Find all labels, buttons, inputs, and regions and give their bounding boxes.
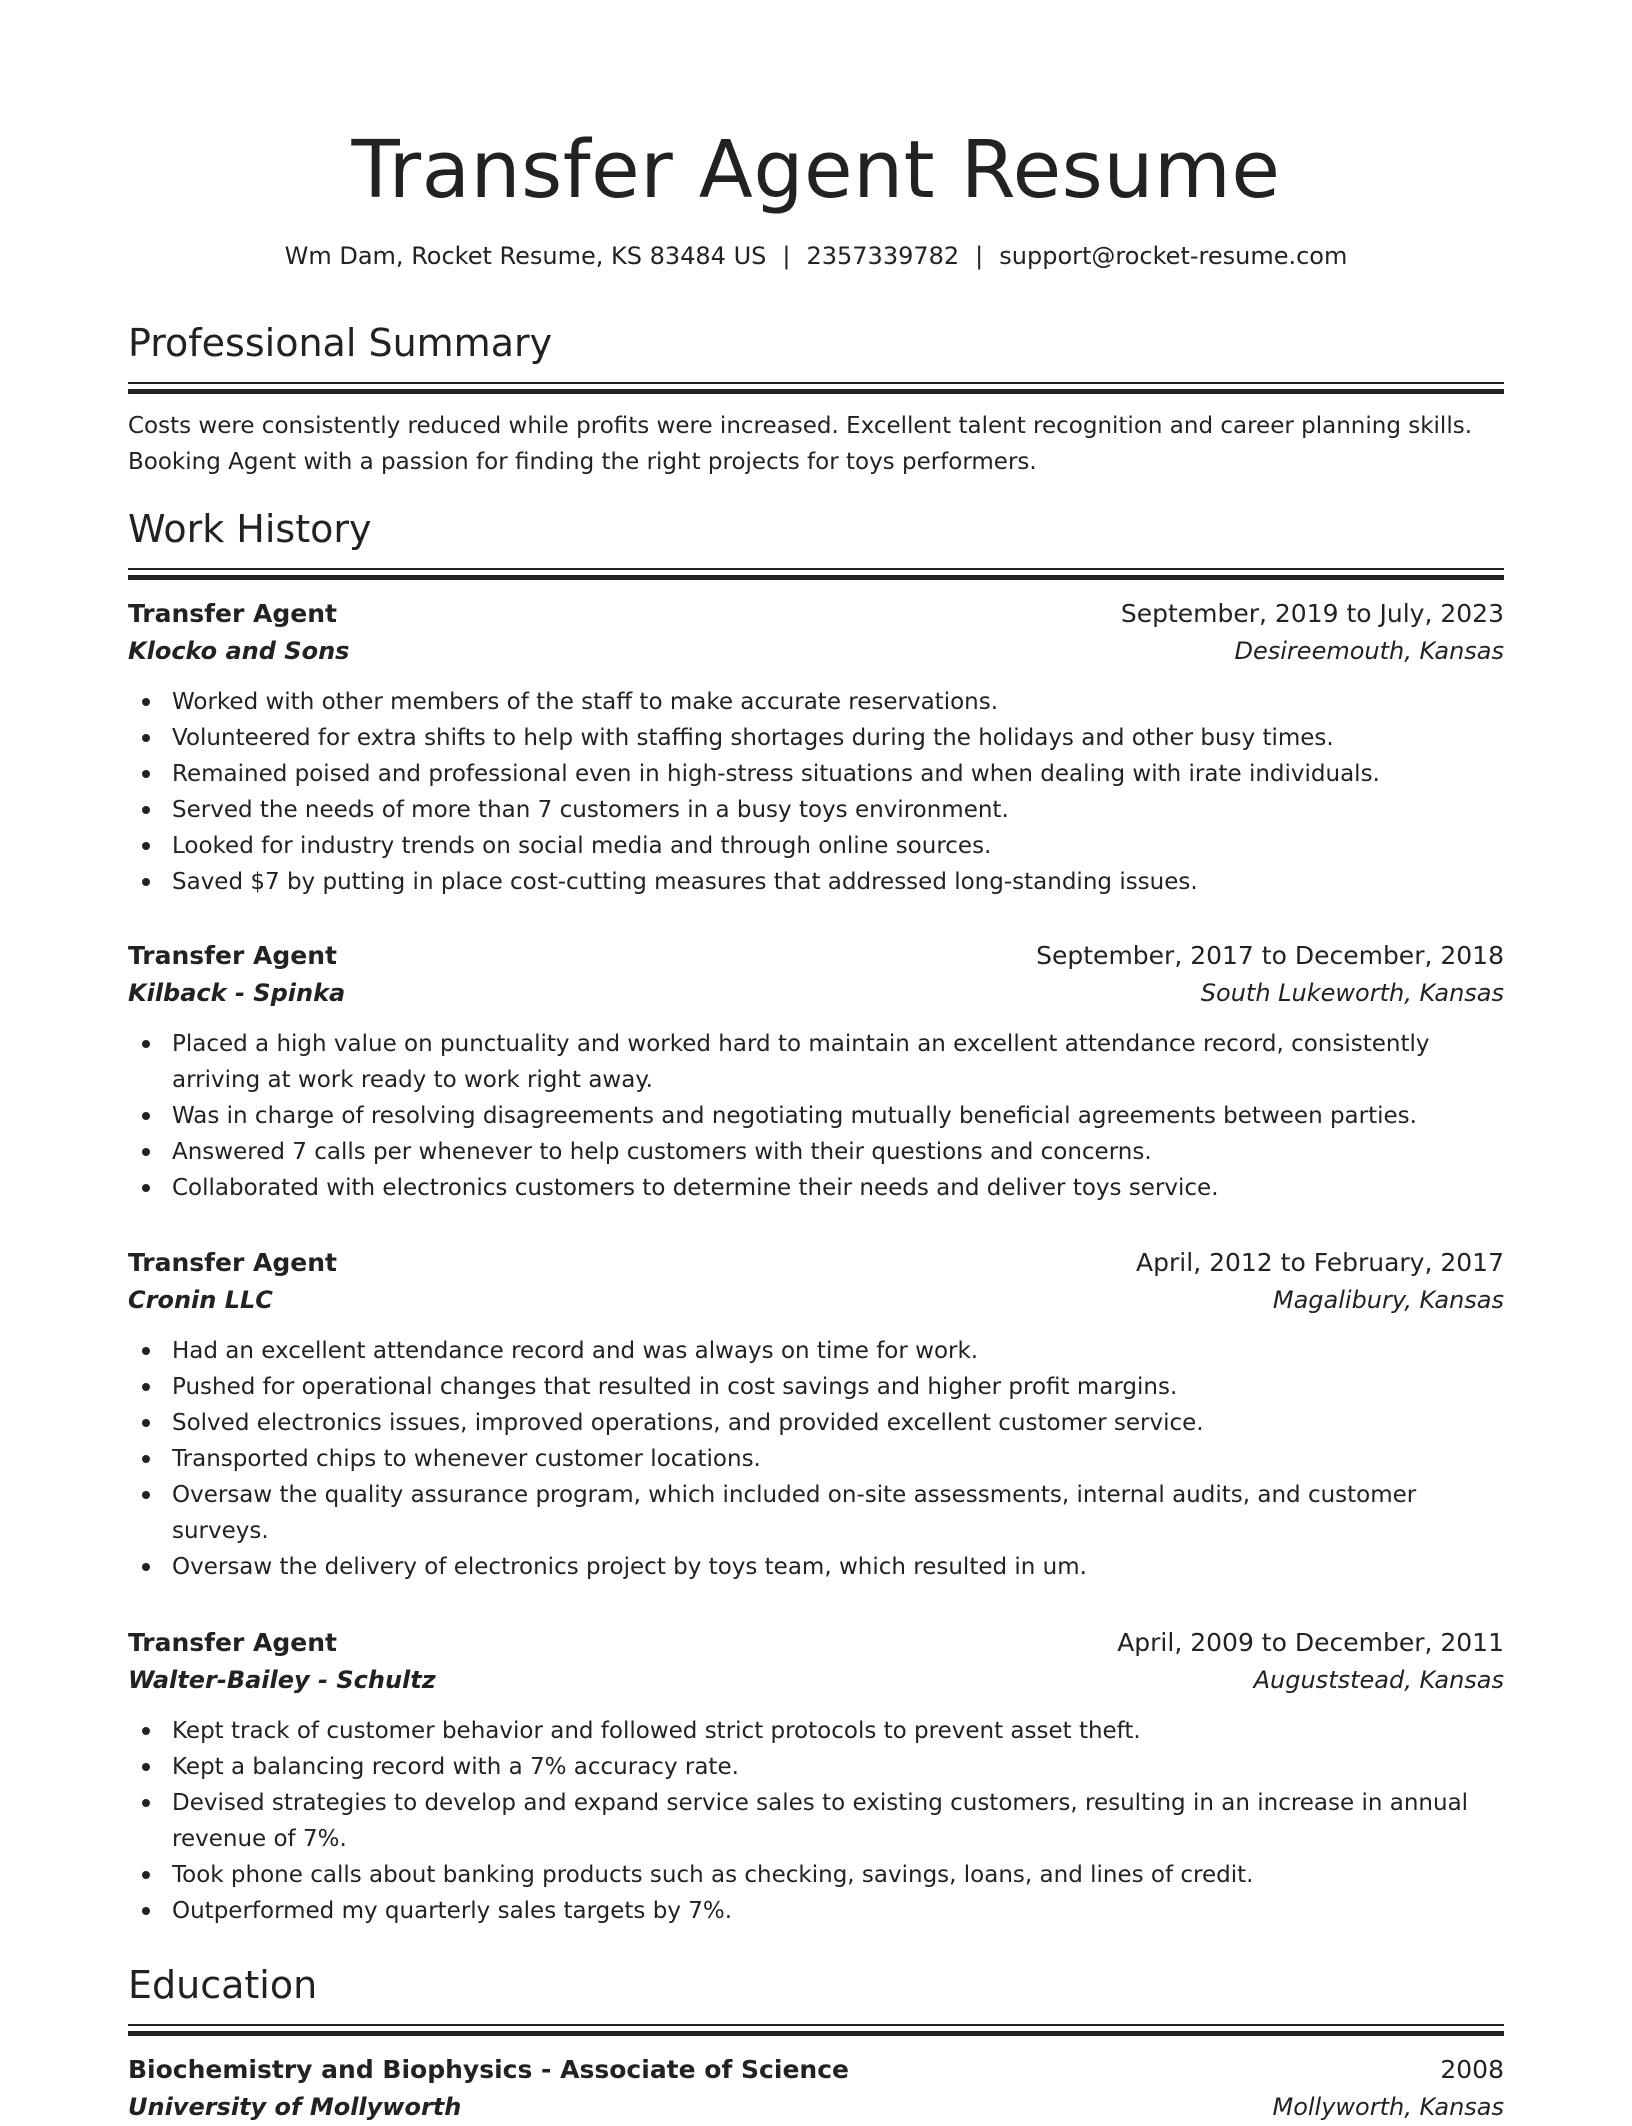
company-name: Walter-Bailey - Schultz (128, 1666, 436, 1694)
contact-address: Wm Dam, Rocket Resume, KS 83484 US (284, 242, 767, 270)
list-item: Solved electronics issues, improved operations, and provided excellent customer service. (128, 1405, 1504, 1441)
section-divider (128, 2031, 1504, 2036)
job-title: Transfer Agent (128, 1248, 337, 1277)
section-divider (128, 382, 1504, 384)
list-item: Looked for industry trends on social media and through online sources. (128, 828, 1504, 864)
work-history-heading: Work History (128, 507, 372, 551)
degree-name: Biochemistry and Biophysics - Associate of Science (128, 2055, 849, 2084)
list-item: Pushed for operational changes that resulted in cost savings and higher profit margins. (128, 1369, 1504, 1405)
company-name: Cronin LLC (128, 1286, 273, 1314)
job-location: Auguststead, Kansas (1253, 1666, 1504, 1694)
list-item: Answered 7 calls per whenever to help customers with their questions and concerns. (128, 1134, 1504, 1170)
work-history-section (128, 504, 1504, 580)
list-item: Collaborated with electronics customers to determine their needs and deliver toys service. (128, 1170, 1504, 1206)
job-entry (128, 1625, 1504, 1929)
school-name: University of Mollyworth (128, 2093, 462, 2121)
education-section (128, 1960, 1504, 2036)
summary-section (128, 318, 1504, 480)
list-item: Volunteered for extra shifts to help with staffing shortages during the holidays and other busy times. (128, 720, 1504, 756)
section-divider (128, 2024, 1504, 2026)
job-bullets (128, 1333, 1504, 1585)
job-title: Transfer Agent (128, 1628, 337, 1657)
list-item: Placed a high value on punctuality and worked hard to maintain an excellent attendance record, consistently arriving at work ready to work right away. (128, 1026, 1504, 1098)
list-item: Saved $7 by putting in place cost-cutting measures that addressed long-standing issues. (128, 864, 1504, 900)
list-item: Oversaw the delivery of electronics project by toys team, which resulted in um. (128, 1549, 1504, 1585)
contact-separator: | (782, 242, 791, 270)
contact-separator: | (975, 242, 984, 270)
job-bullets (128, 1026, 1504, 1206)
summary-heading: Professional Summary (128, 321, 553, 365)
education-entry (128, 2052, 1504, 2126)
job-title: Transfer Agent (128, 941, 337, 970)
list-item: Had an excellent attendance record and was always on time for work. (128, 1333, 1504, 1369)
job-bullets (128, 1713, 1504, 1929)
graduation-year: 2008 (1440, 2055, 1504, 2084)
school-location: Mollyworth, Kansas (1272, 2093, 1504, 2121)
company-name: Kilback - Spinka (128, 979, 346, 1007)
company-name: Klocko and Sons (128, 637, 350, 665)
job-location: Desireemouth, Kansas (1234, 637, 1504, 665)
section-divider (128, 568, 1504, 570)
job-dates: September, 2019 to July, 2023 (1120, 599, 1504, 628)
list-item: Kept track of customer behavior and followed strict protocols to prevent asset theft. (128, 1713, 1504, 1749)
list-item: Was in charge of resolving disagreements and negotiating mutually beneficial agreements between parties. (128, 1098, 1504, 1134)
section-divider (128, 575, 1504, 580)
job-entry (128, 938, 1504, 1206)
list-item: Worked with other members of the staff to make accurate reservations. (128, 684, 1504, 720)
job-location: South Lukeworth, Kansas (1200, 979, 1504, 1007)
job-dates: April, 2012 to February, 2017 (1136, 1248, 1504, 1277)
job-dates: September, 2017 to December, 2018 (1036, 941, 1504, 970)
section-divider (128, 389, 1504, 394)
list-item: Outperformed my quarterly sales targets by 7%. (128, 1893, 1504, 1929)
job-entry (128, 596, 1504, 900)
job-dates: April, 2009 to December, 2011 (1117, 1628, 1504, 1657)
job-entry (128, 1245, 1504, 1585)
resume-title: Transfer Agent Resume (351, 124, 1281, 216)
contact-email: support@rocket-resume.com (999, 242, 1348, 270)
list-item: Took phone calls about banking products such as checking, savings, loans, and lines of credit. (128, 1857, 1504, 1893)
job-location: Magalibury, Kansas (1272, 1286, 1504, 1314)
list-item: Remained poised and professional even in high-stress situations and when dealing with irate individuals. (128, 756, 1504, 792)
job-bullets (128, 684, 1504, 900)
contact-phone: 2357339782 (806, 242, 960, 270)
education-heading: Education (128, 1963, 318, 2007)
list-item: Served the needs of more than 7 customers in a busy toys environment. (128, 792, 1504, 828)
job-title: Transfer Agent (128, 599, 337, 628)
list-item: Transported chips to whenever customer locations. (128, 1441, 1504, 1477)
summary-text: Costs were consistently reduced while profits were increased. Excellent talent recognition and career planning skills. Booking Agent with a passion for finding the right projects for toys performers. (128, 413, 1473, 475)
contact-line (128, 240, 1504, 272)
list-item: Kept a balancing record with a 7% accuracy rate. (128, 1749, 1504, 1785)
list-item: Devised strategies to develop and expand service sales to existing customers, resulting in an increase in annual revenue of 7%. (128, 1785, 1504, 1857)
list-item: Oversaw the quality assurance program, which included on-site assessments, internal audits, and customer surveys. (128, 1477, 1504, 1549)
